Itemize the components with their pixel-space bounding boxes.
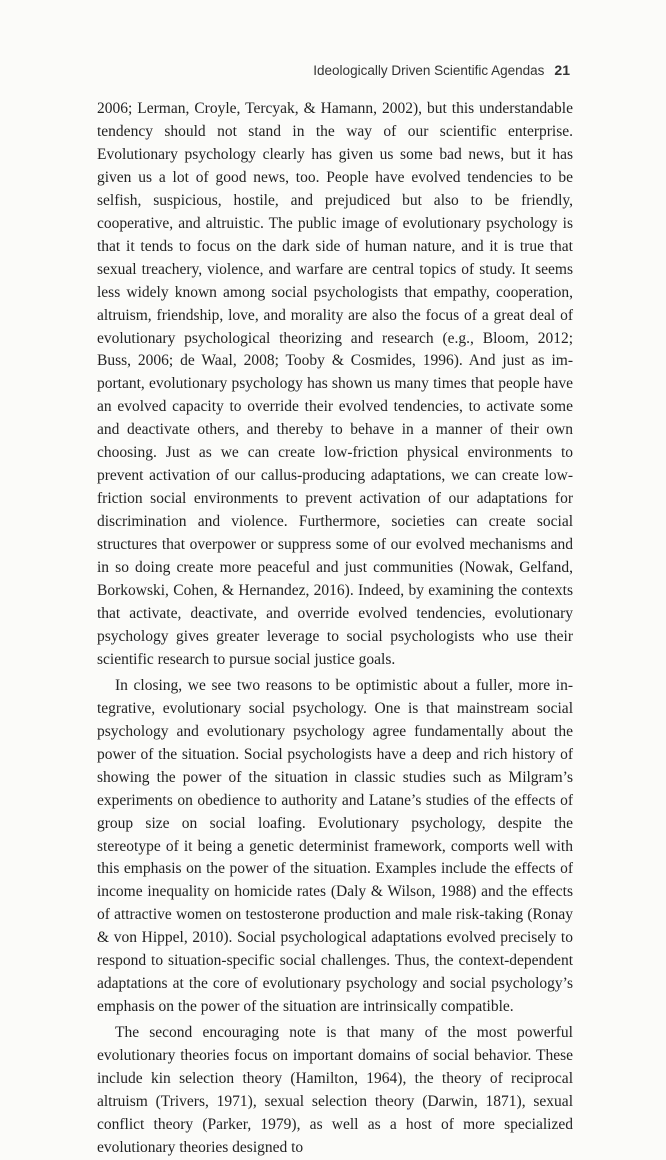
- paragraph-second-note: The second encouraging note is that many of the most powerful evolutionary theories focus on important domains of social behavior. These include kin selection theory (Hamilton, 1964), the theory of reciprocal altruism (Trivers, 1971), sexual selection theory (Darwin, 1871), sexual conflict theory (Parker, 1979), as well as a host of more specialized evolutionary theories designed to: [97, 1024, 573, 1156]
- paragraph-in-closing: In closing, we see two reasons to be optimistic about a fuller, more integrative, evolutionary social psychology. One is that mainstream social psychology and evolutionary psychology agree fundamentally about the power of the situation. Social psychologists have a deep and rich history of showing the power of the situation in classic studies such as Milgram’s experiments on obedience to authority and Latane’s studies of the effects of group size on social loafing. Evolutionary psychology, despite the stereotype of it being a genetic determinist framework, comports well with this emphasis on the power of the situation. Examples include the effects of income inequality on homicide rates (Daly & Wilson, 1988) and the effects of attractive women on testosterone production and male risk-taking (Ronay & von Hippel, 2010). Social psychological adaptations evolved precisely to respond to situation-specific social challenges. Thus, the context-dependent adaptations at the core of evolutionary psychology and social psychology’s emphasis on the power of the situation are intrinsically compatible.: [97, 676, 573, 1016]
- page-number: 21: [554, 62, 570, 78]
- body-text: [97, 98, 573, 1160]
- running-head: [313, 62, 570, 78]
- running-title: Ideologically Driven Scientific Agendas: [313, 63, 545, 78]
- paragraph-continuation: 2006; Lerman, Croyle, Tercyak, & Hamann, 2002), but this understandable tendency should not stand in the way of our scientific enterprise. Evolutionary psychology clearly has given us some bad news, but it has given us a lot of good news, too. People have evolved tendencies to be selfish, suspicious, hostile, and prejudiced but also to be friendly, cooperative, and altruistic. The public image of evolutionary psychology is that it tends to focus on the dark side of human nature, and it is true that sexual treachery, violence, and warfare are central topics of study. It seems less widely known among social psychologists that empathy, cooperation, altruism, friendship, love, and morality are also the focus of a great deal of evolutionary psychological theorizing and research (e.g., Bloom, 2012; Buss, 2006; de Waal, 2008; Tooby & Cosmides, 1996). And just as important, evolutionary psychology has shown us many times that people have an evolved capacity to override their evolved tendencies, to activate some and deactivate others, and thereby to behave in a manner of their own choosing. Just as we can create low-friction physical environments to prevent activation of our callus-producing adaptations, we can create low-friction social environments to prevent activation of our adaptations for discrimination and violence. Furthermore, societies can create social structures that overpower or suppress some of our evolved mechanisms and in so doing create more peaceful and just communities (Nowak, Gelfand, Borkowski, Cohen, & Hernandez, 2016). Indeed, by examining the contexts that activate, deactivate, and override evolved tendencies, evolutionary psychology gives greater leverage to social psychologists who use their scientific research to pursue social justice goals.: [97, 100, 573, 668]
